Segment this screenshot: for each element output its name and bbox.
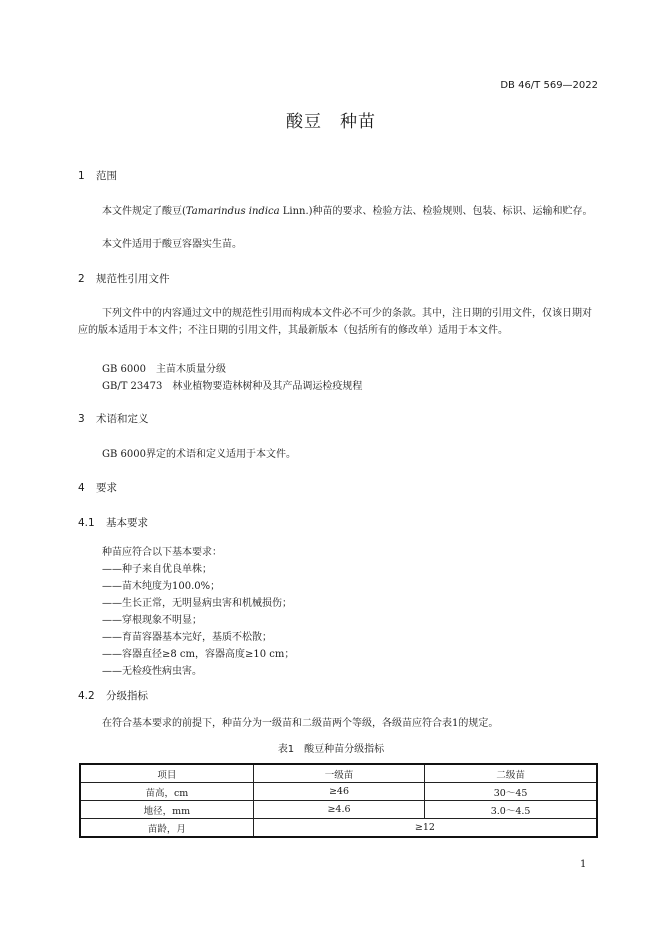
grading-table — [79, 763, 598, 838]
text: 本文件规定了酸豆( — [102, 206, 186, 217]
section-4-heading — [78, 480, 117, 495]
list-item: ——容器直径≥8 cm，容器高度≥10 cm； — [102, 649, 295, 660]
section-number: 4 — [78, 482, 85, 494]
table-cell-merged: ≥12 — [253, 819, 597, 838]
column-header: 项目 — [80, 764, 253, 783]
list-item: ——穿根现象不明显； — [102, 615, 202, 626]
section-title: 要求 — [96, 482, 117, 494]
section-1-heading — [78, 168, 117, 183]
section-title: 规范性引用文件 — [96, 273, 170, 285]
page-number: 1 — [580, 859, 587, 870]
text: Linn.)种苗的要求、检验方法、检验规则、包装、标识、运输和贮存。 — [279, 206, 593, 217]
table-cell: 地径，mm — [80, 801, 253, 819]
section-title: 术语和定义 — [96, 413, 149, 425]
section-title: 范围 — [96, 170, 117, 182]
list-item: ——无检疫性病虫害。 — [102, 666, 202, 677]
section-title: 分级指标 — [106, 690, 148, 702]
standard-code: DB 46/T 569—2022 — [500, 80, 598, 91]
document-title: 酸豆 种苗 — [286, 112, 376, 132]
table-row — [80, 819, 597, 838]
section-4-1-heading — [78, 515, 148, 530]
scope-applicability: 本文件适用于酸豆容器实生苗。 — [102, 239, 242, 250]
section-title: 基本要求 — [106, 517, 148, 529]
table-caption: 表1 酸豆种苗分级指标 — [277, 744, 385, 755]
list-item: ——生长正常，无明显病虫害和机械损伤； — [102, 598, 292, 609]
table-row — [80, 801, 597, 819]
section-number: 3 — [78, 413, 85, 425]
grading-paragraph: 在符合基本要求的前提下，种苗分为一级苗和二级苗两个等级，各级苗应符合表1的规定。 — [102, 718, 499, 729]
table-cell: ≥4.6 — [253, 801, 424, 819]
section-3-heading — [78, 411, 149, 426]
section-number: 1 — [78, 170, 85, 182]
section-4-2-heading — [78, 688, 148, 703]
section-number: 4.1 — [78, 517, 95, 529]
table-header-row — [80, 764, 597, 783]
table-cell: ≥46 — [253, 783, 424, 801]
table-cell: 3.0～4.5 — [425, 801, 597, 819]
latin-name: Tamarindus indica — [185, 206, 280, 217]
table-row — [80, 783, 597, 801]
terms-paragraph: GB 6000界定的术语和定义适用于本文件。 — [102, 449, 296, 460]
list-item: ——育苗容器基本完好，基质不松散； — [102, 632, 272, 643]
reference-gbt23473: GB/T 23473 林业植物要造林树种及其产品调运检疫规程 — [102, 381, 363, 392]
table-cell: 30～45 — [425, 783, 597, 801]
reference-gb6000: GB 6000 主苗木质量分级 — [102, 364, 226, 375]
scope-paragraph — [78, 203, 600, 220]
column-header: 一级苗 — [253, 764, 424, 783]
table-cell: 苗高，cm — [80, 783, 253, 801]
list-item: ——苗木纯度为100.0%； — [102, 581, 221, 592]
references-paragraph: 下列文件中的内容通过文中的规范性引用而构成本文件必不可少的条款。其中，注日期的引用文件，仅该日期对应的版本适用于本文件；不注日期的引用文件，其最新版本（包括所有的修改单）适用于本文件。 — [78, 308, 592, 336]
table-cell: 苗龄，月 — [80, 819, 253, 838]
list-item: ——种子来自优良单株； — [102, 564, 212, 575]
section-number: 4.2 — [78, 690, 95, 702]
requirements-intro: 种苗应符合以下基本要求： — [102, 547, 222, 558]
column-header: 二级苗 — [425, 764, 597, 783]
section-number: 2 — [78, 273, 85, 285]
section-2-heading — [78, 271, 170, 286]
